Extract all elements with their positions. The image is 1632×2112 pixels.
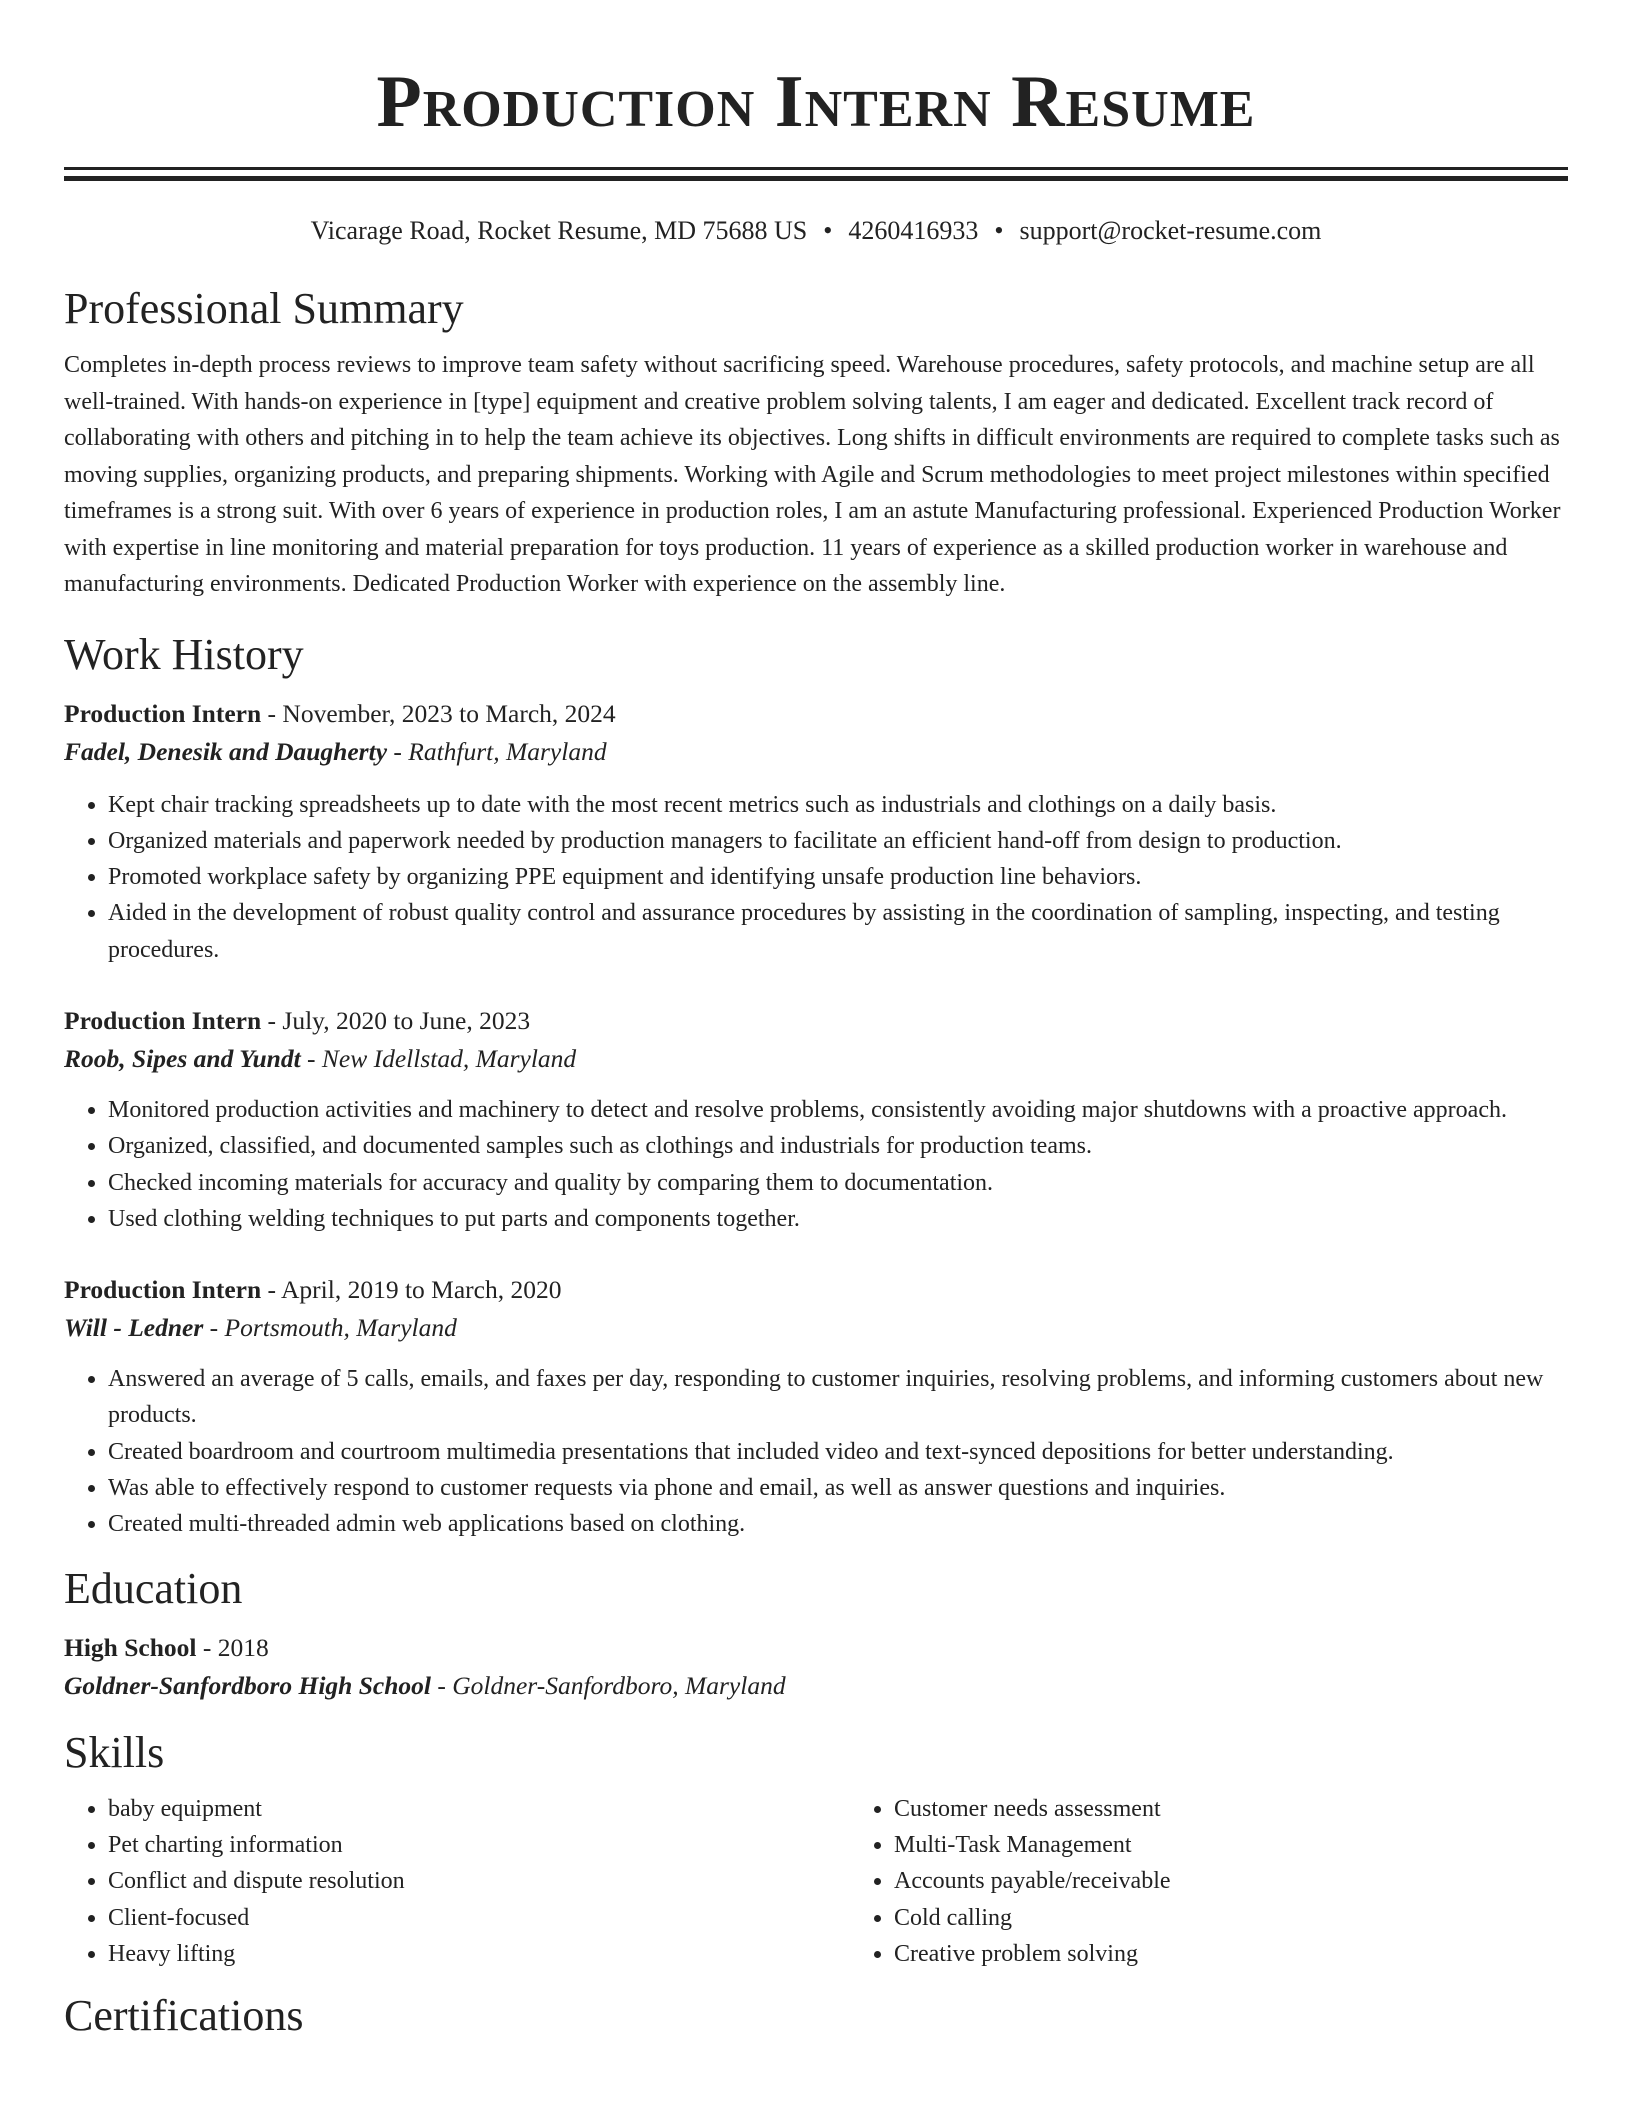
job-dates: - April, 2019 to March, 2020: [261, 1275, 562, 1305]
job-bullet: • Created multi-threaded admin web applications based on clothing.: [108, 1506, 1568, 1542]
education-year: - 2018: [196, 1632, 269, 1662]
job-bullet: • Checked incoming materials for accuracy and quality by comparing them to documentation.: [108, 1165, 1568, 1201]
skills-right-column: [850, 1791, 1171, 1972]
job-bullet: • Created boardroom and courtroom multimedia presentations that included video and text-synced depositions for better understanding.: [108, 1434, 1568, 1470]
skill-item: • Cold calling: [894, 1900, 1171, 1936]
job-bullet: • Kept chair tracking spreadsheets up to date with the most recent metrics such as industrials and clothings on a daily basis.: [108, 787, 1568, 823]
work-history-heading: Work History: [64, 629, 304, 679]
job-title-line: [64, 695, 1568, 733]
contact-separator: •: [823, 216, 833, 245]
job-company-line: [64, 1309, 1568, 1347]
job-entry: [64, 1002, 1568, 1237]
job-location: - New Idellstad, Maryland: [300, 1043, 577, 1073]
job-company: Will - Ledner: [64, 1313, 204, 1343]
job-title-line: [64, 1002, 1568, 1040]
skill-item: • baby equipment: [108, 1791, 850, 1827]
job-bullet: • Promoted workplace safety by organizing PPE equipment and identifying unsafe production line behaviors.: [108, 859, 1568, 895]
education-location: - Goldner-Sanfordboro, Maryland: [431, 1670, 786, 1700]
job-bullets: [64, 787, 1568, 968]
contact-email: support@rocket-resume.com: [1019, 216, 1322, 245]
contact-separator: •: [994, 216, 1004, 245]
title-divider-thick: [64, 176, 1568, 181]
job-bullet: • Used clothing welding techniques to put parts and components together.: [108, 1201, 1568, 1237]
education-school: Goldner-Sanfordboro High School: [64, 1670, 431, 1700]
skill-item: • Multi-Task Management: [894, 1827, 1171, 1863]
education-heading: Education: [64, 1563, 243, 1613]
skills-columns: [64, 1791, 1568, 1972]
job-bullet: • Organized materials and paperwork needed by production managers to facilitate an efficient hand-off from design to production.: [108, 823, 1568, 859]
job-company: Roob, Sipes and Yundt: [64, 1043, 301, 1073]
contact-address: Vicarage Road, Rocket Resume, MD 75688 US: [310, 216, 808, 245]
certifications-section: [64, 1990, 1568, 2042]
education-degree-line: [64, 1629, 1568, 1667]
education-section: [64, 1563, 1568, 1705]
summary-text: Completes in-depth process reviews to improve team safety without sacrificing speed. Warehouse procedures, safety protocols, and machine setup are all well-trained. With hands-on experience in [type] equipment and creative problem solving talents, I am eager and dedicated. Excellent track record of collaborating with others and pitching in to help the team achieve its objectives. Long shifts in difficult environments are required to complete tasks such as moving supplies, organizing products, and preparing shipments. Working with Agile and Scrum methodologies to meet project milestones within specified timeframes is a strong suit. With over 6 years of experience in production roles, I am an astute Manufacturing professional. Experienced Production Worker with expertise in line monitoring and material preparation for toys production. 11 years of experience as a skilled production worker in warehouse and manufacturing environments. Dedicated Production Worker with experience on the assembly line.: [64, 352, 1561, 597]
job-role: Production Intern: [64, 1275, 262, 1305]
skill-item: • Client-focused: [108, 1900, 850, 1936]
job-location: - Rathfurt, Maryland: [387, 736, 607, 766]
job-company: Fadel, Denesik and Daugherty: [64, 736, 388, 766]
job-title-line: [64, 1271, 1568, 1309]
job-bullet: • Monitored production activities and machinery to detect and resolve problems, consistently avoiding major shutdowns with a proactive approach.: [108, 1092, 1568, 1128]
skill-item: • Heavy lifting: [108, 1936, 850, 1972]
skill-item: • Conflict and dispute resolution: [108, 1863, 850, 1899]
job-bullet: • Organized, classified, and documented samples such as clothings and industrials for production teams.: [108, 1128, 1568, 1164]
job-entry: [64, 1271, 1568, 1542]
education-degree: High School: [64, 1632, 197, 1662]
skill-item: • Pet charting information: [108, 1827, 850, 1863]
contact-line: [64, 215, 1568, 247]
title-divider-thin: [64, 167, 1568, 170]
job-role: Production Intern: [64, 1005, 262, 1035]
skills-left-column: [64, 1791, 850, 1972]
job-bullets: [64, 1361, 1568, 1542]
skill-item: • Customer needs assessment: [894, 1791, 1171, 1827]
job-role: Production Intern: [64, 698, 262, 728]
certifications-heading: Certifications: [64, 1991, 304, 2041]
skill-item: • Creative problem solving: [894, 1936, 1171, 1972]
job-company-line: [64, 733, 1568, 771]
job-bullets: [64, 1092, 1568, 1237]
job-entry: [64, 695, 1568, 968]
summary-heading: Professional Summary: [64, 284, 464, 333]
skills-section: [64, 1727, 1568, 1972]
job-company-line: [64, 1040, 1568, 1078]
job-location: - Portsmouth, Maryland: [203, 1313, 457, 1343]
skills-heading: Skills: [64, 1727, 165, 1777]
job-bullet: • Answered an average of 5 calls, emails, and faxes per day, responding to customer inquiries, resolving problems, and informing customers about new products.: [108, 1361, 1568, 1434]
education-entry: [64, 1629, 1568, 1705]
job-bullet: • Aided in the development of robust quality control and assurance procedures by assisting in the coordination of sampling, inspecting, and testing procedures.: [108, 895, 1568, 968]
job-dates: - November, 2023 to March, 2024: [261, 698, 616, 728]
work-history-section: [64, 629, 1568, 1543]
education-school-line: [64, 1667, 1568, 1705]
job-dates: - July, 2020 to June, 2023: [261, 1005, 531, 1035]
contact-phone: 4260416933: [848, 216, 979, 245]
job-bullet: • Was able to effectively respond to customer requests via phone and email, as well as answer questions and inquiries.: [108, 1470, 1568, 1506]
skill-item: • Accounts payable/receivable: [894, 1863, 1171, 1899]
resume-title: Production Intern Resume: [376, 61, 1256, 143]
summary-section: [64, 283, 1568, 603]
